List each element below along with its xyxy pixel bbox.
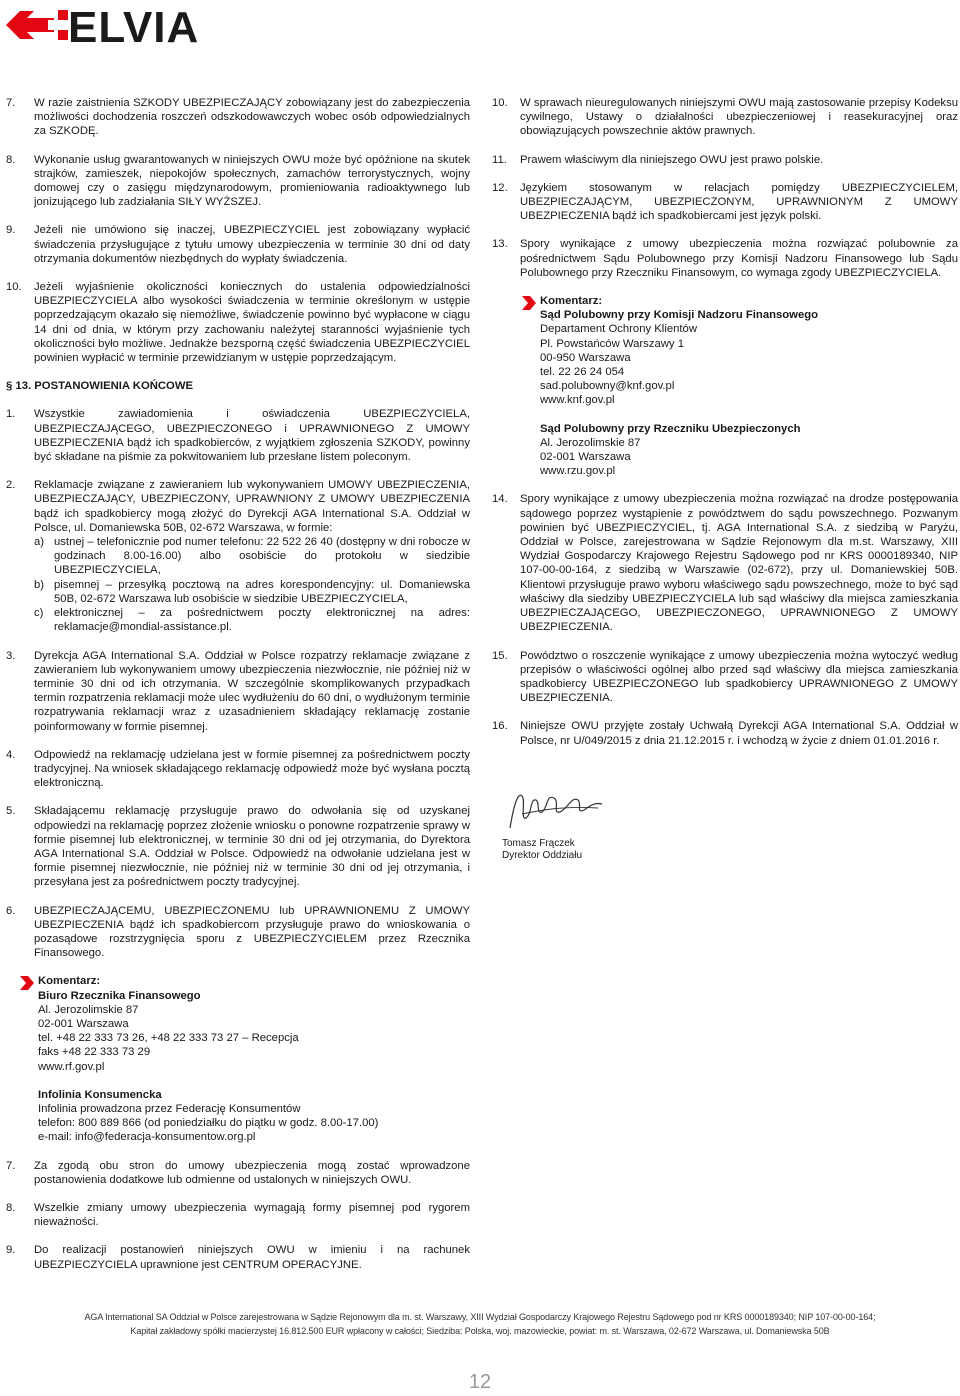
elvia-logo	[6, 4, 276, 46]
list-item: 10. Jeżeli wyjaśnienie okoliczności koniecznych do ustalenia odpowiedzialności UBEZPIECZYCIELA albo wysokości świadczenia w terminie określonym w ustępie poprzedzającym okazało się niemożliwe, świadczenie powinno być wypłacone w ciągu 14 dni od dnia, w którym przy zachowaniu należytej staranności wyjaśnienie tych okoliczności było możliwe. Jednakże bezsporną część świadczenia UBEZPIECZYCIEL powinien wypłacić w terminie przewidzianym w ustępie poprzedzającym.	[6, 281, 470, 365]
footer-line: Kapitał zakładowy spółki macierzystej 16.812.500 EUR wpłacony w całości; Siedziba: Polska, woj. mazowieckie, powiat: m. st. Warszawa, 02-672 Warszawa, ul. Domaniewska 50B	[130, 1326, 830, 1336]
org-name: Sąd Polubowny przy Komisji Nadzoru Finansowego	[540, 309, 819, 322]
footer-line: AGA International SA Oddział w Polsce zarejestrowana w Sądzie Rejonowym dla m. st. Warszawy, XIII Wydział Gospodarczy Krajowego Rejestru Sądowego pod nr KRS 0000189340; NIP 107-00-00-164;	[84, 1312, 876, 1322]
list-item: 6. UBEZPIECZAJĄCEMU, UBEZPIECZONEMU lub UPRAWNIONEMU Z UMOWY UBEZPIECZENIA bądź ich spadkobiercom przysługuje prawo do wnioskowania o pozasądowe rozstrzygnięcia sporu z UBEZPIECZYCIELEM przez Rzecznika Finansowego.	[6, 904, 470, 960]
comment-box: Komentarz: Biuro Rzecznika Finansowego Al. Jerozolimskie 87 02-001 Warszawa tel. +48 22 333 73 26, +48 22 333 73 27 – Recepcja faks +48 22 333 73 29 www.rf.gov.pl Infolinia Konsumencka Infolinia prowadzona przez Federację Konsumentów telefon: 800 889 866 (od poniedziałku do piątku w godz. 8.00-17.00) e-mail: info@federacja-konsumentow.org.pl	[20, 974, 470, 1144]
list-item: 7. W razie zaistnienia SZKODY UBEZPIECZAJĄCY zobowiązany jest do zabezpieczenia możliwości dochodzenia roszczeń odszkodowawczych wobec osób odpowiedzialnych za SZKODĘ.	[6, 97, 470, 138]
list-item: 12. Językiem stosowanym w relacjach pomiędzy UBEZPIECZYCIELEM, UBEZPIECZAJĄCYM, UBEZPIECZONYM, UPRAWNIONYM Z UMOWY UBEZPIECZENIA bądź ich spadkobiercami jest język polski.	[492, 181, 958, 223]
org-name: Infolinia Konsumencka	[38, 1088, 162, 1101]
sub-item: a) ustnej – telefonicznie pod numer telefonu: 22 522 26 40 (dostępny w dni robocze w godzinach 8.00-16.00) albo osobiście do protokołu w siedzibie UBEZPIECZYCIELA,	[34, 536, 470, 577]
brand-name: ELVIA	[68, 4, 200, 46]
comment-head: Komentarz:	[38, 975, 101, 988]
list-item: 5. Składającemu reklamację przysługuje prawo do odwołania się od uzyskanej odpowiedzi na reklamację poprzez złożenie wniosku o ponowne rozpatrzenie sprawy w formie pisemnej lub elektronicznej, w terminie 30 dni od jej otrzymania, do Dyrektora AGA International S.A. Oddział w Polsce. Odpowiedź na odwołanie udzielana jest w formie pisemnej niezwłocznie, nie później niż w terminie 30 dni od jej otrzymania, i przesyłana jest za pośrednictwem poczty tradycyjnej.	[6, 805, 470, 889]
list-item: 4. Odpowiedź na reklamację udzielana jest w formie pisemnej za pośrednictwem poczty tradycyjnej. Na wniosek składającego reklamację odpowiedź może być wysłana pocztą elektroniczną.	[6, 748, 470, 790]
list-item: 9. Jeżeli nie umówiono się inaczej, UBEZPIECZYCIEL jest zobowiązany wypłacić świadczenia przysługujące z tytułu umowy ubezpieczenia w terminie 30 dni od daty otrzymania dokumentów niezbędnych do wypłaty świadczenia.	[6, 224, 470, 265]
list-item: 11. Prawem właściwym dla niniejszego OWU jest prawo polskie.	[492, 153, 824, 166]
section-title: § 13. POSTANOWIENIA KOŃCOWE	[6, 380, 194, 393]
list-item: 16. Niniejsze OWU przyjęte zostały Uchwałą Dyrekcji AGA International S.A. Oddział w Polsce, nr U/049/2015 z dnia 21.12.2015 r. i wchodzą w życie z dniem 01.01.2016 r.	[492, 720, 958, 747]
list-item: 15. Powództwo o roszczenie wynikające z umowy ubezpieczenia można wytoczyć według przepisów o właściwości ogólnej albo przed sąd właściwy dla miejsca zamieszkania spadkobiercy UBEZPIECZONEGO lub spadkobiercy UPRAWNIONEGO Z UMOWY UBEZPIECZENIA.	[492, 649, 958, 705]
signatory-title: Dyrektor Oddziału	[502, 849, 583, 861]
list-item: 14. Spory wynikające z umowy ubezpieczenia można rozwiązać na drodze postępowania sądowego poprzez wystąpienie z powództwem do sądu powszechnego. Pozwanym powinien być UBEZPIECZYCIEL, tj. AGA International S.A. z siedzibą w Paryżu, Oddział w Polsce, zarejestrowana w Sądzie Rejonowym dla m.st. Warszawy, XIII Wydział Gospodarczy Krajowego Rejestru Sądowego pod nr KRS 0000189340, NIP 107-00-00-164, z siedzibą w Warszawie (02-672), przy ul. Domaniewskiej 50B. Klientowi przysługuje prawo wyboru właściwego sądu powszechnego, może to być sąd właściwy dla siedziby UBEZPIECZYCIELA lub sąd właściwy dla miejsca zamieszkania UBEZPIECZAJĄCEGO, UBEZPIECZONEGO, UPRAWNIONEGO Z UMOWY UBEZPIECZENIA.	[492, 493, 958, 634]
right-column	[492, 96, 958, 862]
list-item: 1. Wszystkie zawiadomienia i oświadczenia UBEZPIECZYCIELA, UBEZPIECZAJĄCEGO, UBEZPIECZONEGO i UPRAWNIONEGO Z UMOWY UBEZPIECZENIA bądź ich spadkobierców, z wyjątkiem zgłoszenia SZKODY, powinny być składane na piśmie za pokwitowaniem lub przesłane listem poleconym.	[6, 408, 470, 464]
page-number: 12	[468, 1371, 492, 1393]
footer	[0, 1310, 960, 1338]
list-item: 8. Wykonanie usług gwarantowanych w niniejszych OWU może być opóźnione na skutek strajków, zamieszek, niepokojów społecznych, zamachów terrorystycznych, wojny domowej czy o zasięgu międzynarodowym, promieniowania radioaktywnego lub jonizującego lub zadziałania SIŁY WYŻSZEJ.	[6, 153, 470, 209]
list-item: 13. Spory wynikające z umowy ubezpieczenia można rozwiązać polubownie za pośrednictwem Sądu Polubownego przy Komisji Nadzoru Finansowego lub Sądu Polubownego przy Rzeczniku Finansowym, co wymaga zgody UBEZPIECZYCIELA.	[492, 238, 958, 279]
list-item: 10. W sprawach nieuregulowanych niniejszymi OWU mają zastosowanie przepisy Kodeksu cywilnego, Ustawy o działalności ubezpieczeniowej i reasekuracyjnej oraz obowiązujących powszechnie aktów prawnych.	[492, 97, 958, 138]
list-item: 3. Dyrekcja AGA International S.A. Oddział w Polsce rozpatrzy reklamacje związane z zawieraniem lub wykonywaniem umowy ubezpieczenia niezwłocznie, nie później niż w terminie 30 dni od ich otrzymania. W szczególnie skomplikowanych przypadkach termin rozpatrzenia reklamacji może ulec wydłużeniu do 60 dni, o wydłużonym terminie rozpatrywania reklamacji wraz z uzasadnieniem składający reklamację zostanie poinformowany w formie pisemnej.	[6, 649, 470, 733]
org-name: Biuro Rzecznika Finansowego	[38, 989, 201, 1002]
signature-image	[502, 784, 612, 834]
list-item: 2. Reklamacje związane z zawieraniem lub wykonywaniem UMOWY UBEZPIECZENIA, UBEZPIECZAJĄCY, UBEZPIECZONY, UPRAWNIONY Z UMOWY UBEZPIECZENIA bądź ich spadkobiercy mogą złożyć do Dyrekcji AGA International S.A. Oddział w Polsce, ul. Domaniewska 50B, 02-672 Warszawa, w formie: a) ustnej – telefonicznie pod numer telefonu: 22 522 26 40 (dostępny w dni robocze w godzinach 8.00-16.00) albo osobiście do protokołu w siedzibie UBEZPIECZYCIELA, b) pisemnej – przesyłką pocztową na adres korespondencyjny: ul. Domaniewska 50B, 02-672 Warszawa lub osobiście w siedzibie UBEZPIECZYCIELA, c) elektronicznej – za pośrednictwem poczty elektronicznej na adres: reklamacje@mondial-assistance.pl.	[6, 479, 470, 634]
signatory-name: Tomasz Frączek	[502, 837, 575, 849]
org-name: Sąd Polubowny przy Rzeczniku Ubezpieczonych	[540, 422, 801, 435]
arrow-icon	[20, 974, 38, 1144]
comment-head: Komentarz:	[540, 295, 603, 308]
left-column	[6, 96, 470, 1286]
list-item: 7. Za zgodą obu stron do umowy ubezpieczenia mogą zostać wprowadzone postanowienia dodatkowe lub odmienne od ustalonych w niniejszych OWU.	[6, 1159, 470, 1186]
list-item: 9. Do realizacji postanowień niniejszych OWU w imieniu i na rachunek UBEZPIECZYCIELA uprawnione jest CENTRUM OPERACYJNE.	[6, 1244, 470, 1271]
sub-item: b) pisemnej – przesyłką pocztową na adres korespondencyjny: ul. Domaniewska 50B, 02-672 Warszawa lub osobiście w siedzibie UBEZPIECZYCIELA,	[34, 578, 470, 605]
comment-box: Komentarz: Sąd Polubowny przy Komisji Nadzoru Finansowego Departament Ochrony Klientów Pl. Powstańców Warszawy 1 00-950 Warszawa tel. 22 26 24 054 sad.polubowny@knf.gov.pl www.knf.gov.pl Sąd Polubowny przy Rzeczniku Ubezpieczonych Al. Jerozolimskie 87 02-001 Warszawa www.rzu.gov.pl	[522, 294, 958, 478]
list-item: 8. Wszelkie zmiany umowy ubezpieczenia wymagają formy pisemnej pod rygorem nieważności.	[6, 1202, 470, 1229]
sub-item: c) elektronicznej – za pośrednictwem poczty elektronicznej na adres: reklamacje@mondial-assistance.pl.	[34, 607, 470, 634]
arrow-icon	[522, 294, 540, 478]
